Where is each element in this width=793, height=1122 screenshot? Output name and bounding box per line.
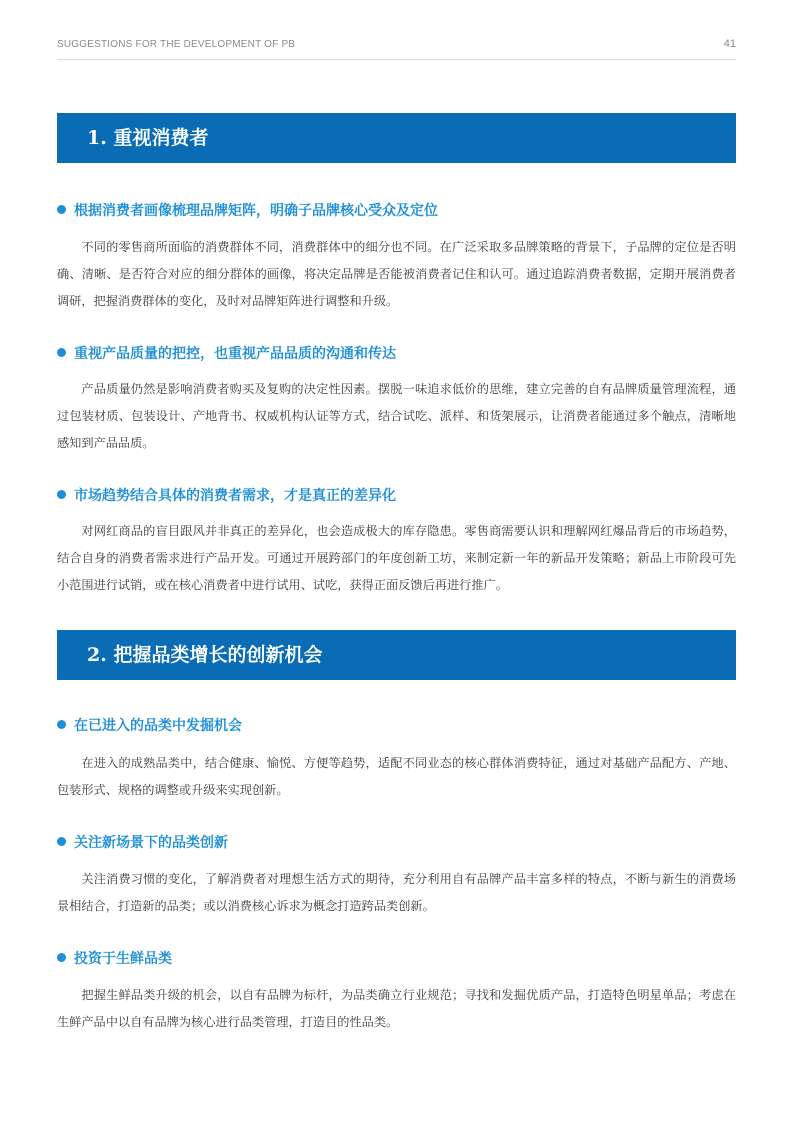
section-1-subheading-3: 市场趋势结合具体的消费者需求，才是真正的差异化 — [57, 487, 736, 505]
page-number: 41 — [723, 38, 736, 50]
section-1-subheading-2: 重视产品质量的把控，也重视产品品质的沟通和传达 — [57, 345, 736, 363]
section-2-paragraph-2: 关注消费习惯的变化，了解消费者对理想生活方式的期待，充分利用自有品牌产品丰富多样的特点，不断与新生的消费场景相结合，打造新的品类；或以消费核心诉求为概念打造跨品类创新。 — [57, 872, 736, 913]
section-2-subheading-2: 关注新场景下的品类创新 — [57, 834, 736, 852]
section-1-paragraph-3: 对网红商品的盲目跟风并非真正的差异化，也会造成极大的库存隐患。零售商需要认识和理解网红爆品背后的市场趋势，结合自身的消费者需求进行产品开发。可通过开展跨部门的年度创新工坊，来制定新一年的新品开发策略；新品上市阶段可先小范围进行试销，或在核心消费者中进行试用、试吃，获得正面反馈后再进行推广。 — [57, 524, 736, 592]
bullet-dot-icon — [57, 837, 66, 846]
section-2-subheading-1: 在已进入的品类中发掘机会 — [57, 717, 736, 735]
section-1-paragraph-1: 不同的零售商所面临的消费群体不同，消费群体中的细分也不同。在广泛采取多品牌策略的背景下，子品牌的定位是否明确、清晰、是否符合对应的细分群体的画像，将决定品牌是否能被消费者记住和认可。通过追踪消费者数据，定期开展消费者调研，把握消费群体的变化，及时对品牌矩阵进行调整和升级。 — [57, 240, 736, 308]
bullet-dot-icon — [57, 348, 66, 357]
bullet-dot-icon — [57, 205, 66, 214]
bullet-dot-icon — [57, 720, 66, 729]
section-2-paragraph-3: 把握生鲜品类升级的机会，以自有品牌为标杆，为品类确立行业规范；寻找和发掘优质产品，打造特色明星单品；考虑在生鲜产品中以自有品牌为核心进行品类管理，打造目的性品类。 — [57, 988, 736, 1029]
section-2-paragraph-1: 在进入的成熟品类中，结合健康、愉悦、方便等趋势，适配不同业态的核心群体消费特征，通过对基础产品配方、产地、包装形式、规格的调整或升级来实现创新。 — [57, 756, 736, 797]
section-1-subheading-1: 根据消费者画像梳理品牌矩阵，明确子品牌核心受众及定位 — [57, 202, 736, 220]
header-divider — [57, 59, 736, 60]
section-1-paragraph-2: 产品质量仍然是影响消费者购买及复购的决定性因素。摆脱一味追求低价的思维，建立完善的自有品牌质量管理流程，通过包装材质、包装设计、产地背书、权威机构认证等方式，结合试吃、派样、和货架展示，让消费者能通过多个触点，清晰地感知到产品品质。 — [57, 382, 736, 450]
section-1-banner: 1. 重视消费者 — [57, 113, 736, 163]
running-header: SUGGESTIONS FOR THE DEVELOPMENT OF PB — [57, 39, 296, 50]
bullet-dot-icon — [57, 953, 66, 962]
section-2-subheading-3: 投资于生鲜品类 — [57, 950, 736, 968]
section-2-banner: 2. 把握品类增长的创新机会 — [57, 630, 736, 680]
bullet-dot-icon — [57, 490, 66, 499]
